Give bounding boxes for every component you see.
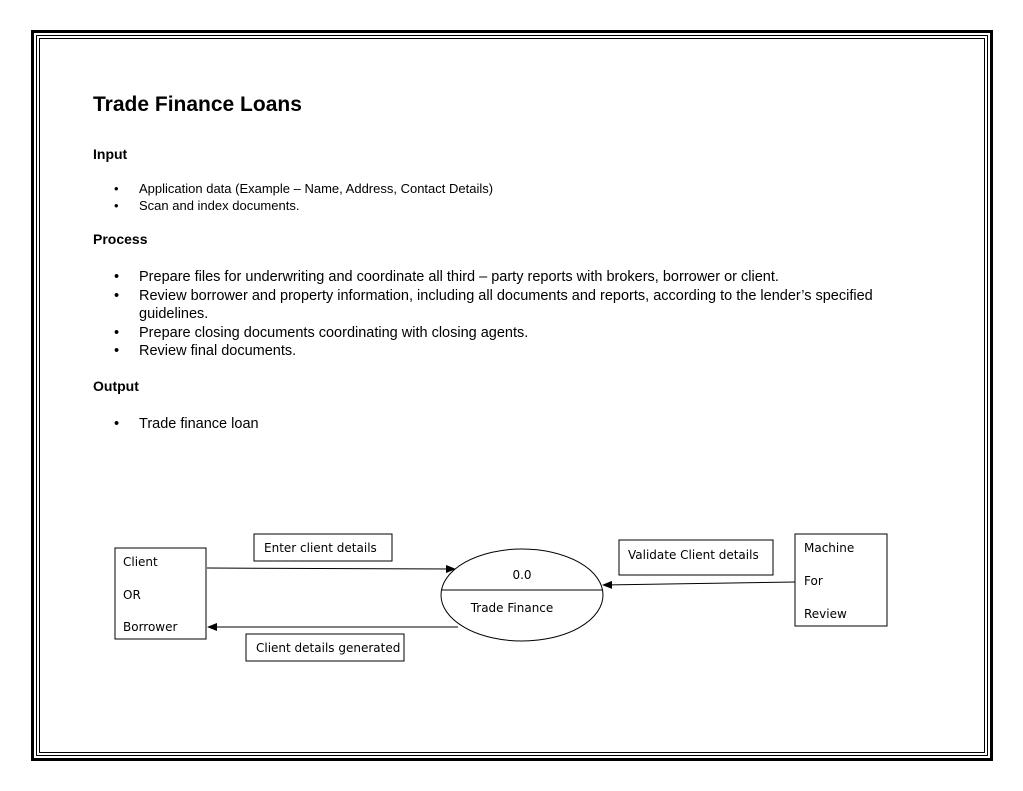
process-heading: Process	[93, 231, 148, 247]
machine-entity-line1: Machine	[804, 541, 855, 555]
flow-label-details-generated	[246, 634, 404, 661]
input-heading: Input	[93, 146, 128, 162]
output-heading: Output	[93, 378, 139, 394]
process-number: 0.0	[512, 568, 532, 582]
machine-entity-box	[795, 534, 887, 626]
input-item: • Application data (Example – Name, Address, Contact Details)	[93, 180, 953, 197]
client-entity-line3: Borrower	[123, 620, 178, 634]
output-item: • Trade finance loan	[93, 415, 933, 434]
client-entity-box	[115, 548, 206, 639]
flow-label-validate-details-text: Validate Client details	[628, 548, 759, 562]
process-item: • Review final documents.	[93, 342, 933, 361]
flow-label-validate-details	[619, 540, 773, 575]
document-title: Trade Finance Loans	[93, 93, 302, 116]
input-item: • Scan and index documents.	[93, 197, 953, 214]
flow-label-enter-details-text: Enter client details	[264, 541, 377, 555]
machine-entity-line2: For	[804, 574, 823, 588]
process-item: • Review borrower and property information, including all documents and reports, according to the lender’s specified guidelines.	[93, 287, 933, 324]
client-entity-line1: Client	[123, 555, 158, 569]
machine-entity-line3: Review	[804, 607, 847, 621]
process-item: • Prepare files for underwriting and coordinate all third – party reports with brokers, borrower or client.	[93, 268, 933, 287]
client-entity-line2: OR	[123, 588, 141, 602]
process-bubble	[441, 549, 603, 641]
flow-arrow-validate-details	[603, 582, 795, 585]
flow-arrow-enter-details	[207, 568, 455, 569]
flow-label-details-generated-text: Client details generated	[256, 641, 401, 655]
process-item: • Prepare closing documents coordinating with closing agents.	[93, 324, 933, 343]
process-name: Trade Finance	[470, 601, 554, 615]
flow-label-enter-details	[254, 534, 392, 561]
